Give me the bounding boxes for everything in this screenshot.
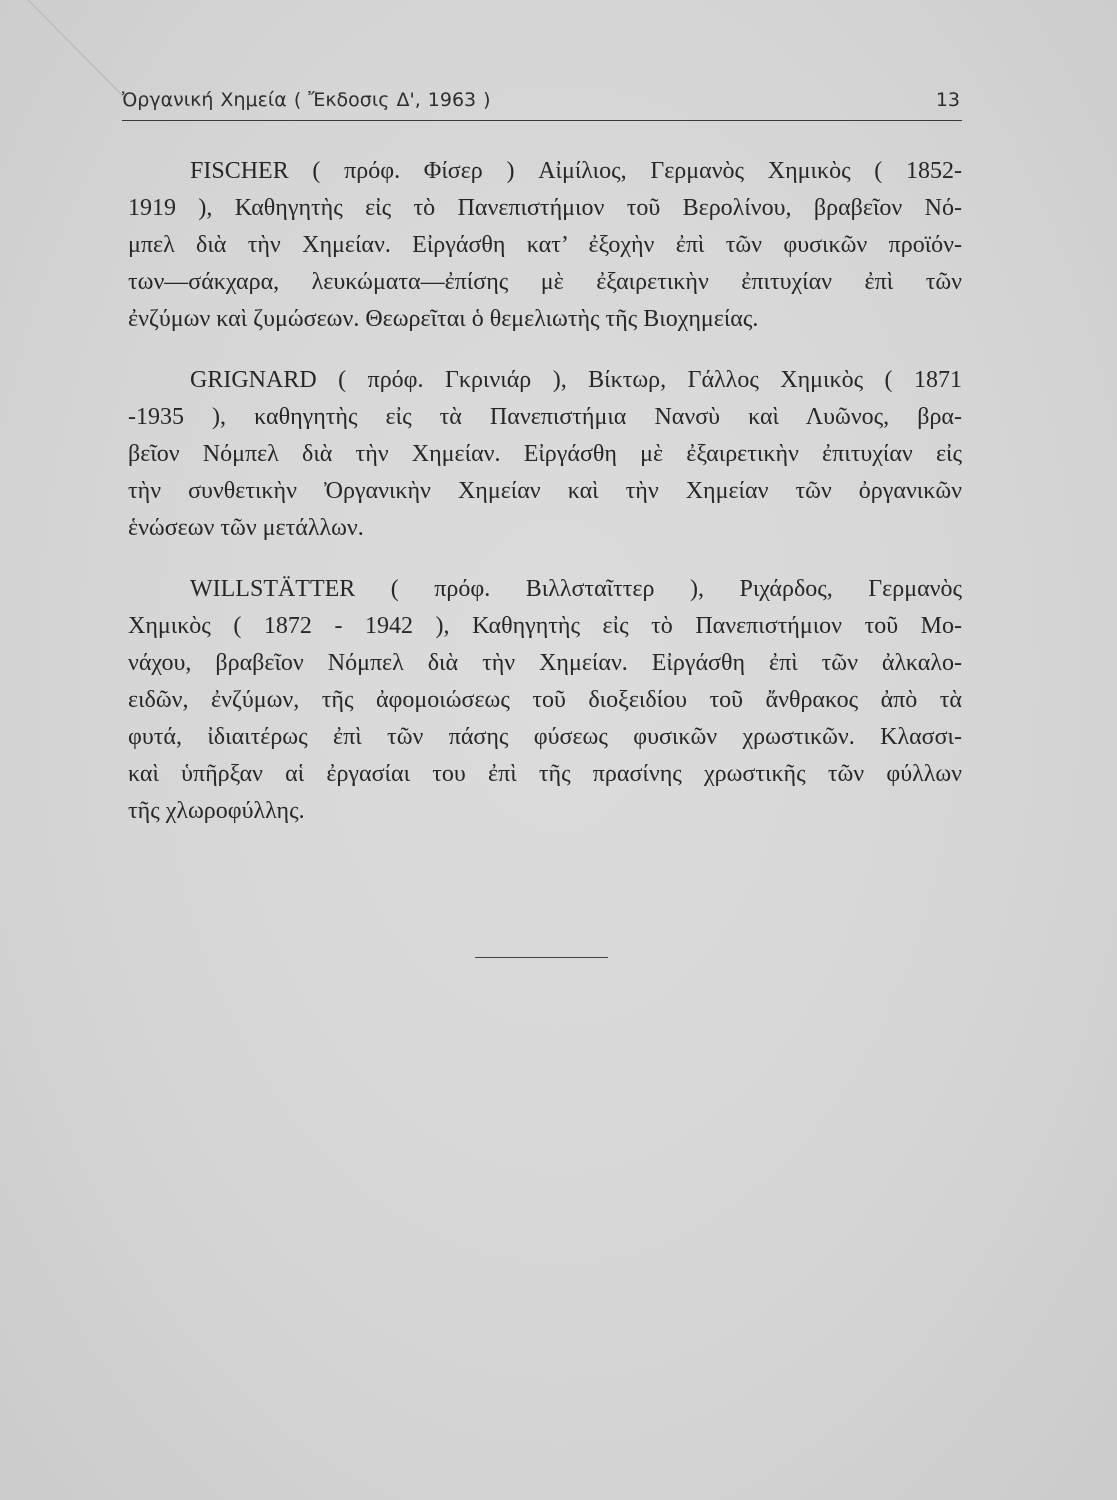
entry-line: μπελ διὰ τὴν Χημείαν. Εἰργάσθη κατ’ ἐξοχὴν ἐπὶ τῶν φυσικῶν προϊόν- xyxy=(128,232,962,258)
section-end-rule xyxy=(475,957,608,958)
entry-line: 1919 ), Καθηγητὴς εἰς τὸ Πανεπιστήμιον τοῦ Βερολίνου, βραβεῖον Νό- xyxy=(128,195,962,221)
entry-line: ἐνζύμων καὶ ζυμώσεων. Θεωρεῖται ὁ θεμελιωτὴς τῆς Βιοχημείας. xyxy=(128,306,759,332)
page-body xyxy=(128,153,962,854)
entry-line: ειδῶν, ἐνζύμων, τῆς ἀφομοιώσεως τοῦ διοξειδίου τοῦ ἄνθρακος ἀπὸ τὰ xyxy=(128,687,962,713)
entry-line: WILLSTÄTTER ( πρόφ. Βιλλσταῖττερ ), Ριχάρδος, Γερμανὸς xyxy=(190,576,962,602)
entry-line: FISCHER ( πρόφ. Φίσερ ) Αἰμίλιος, Γερμανὸς Χημικὸς ( 1852- xyxy=(190,158,962,184)
header-title: Ὀργανική Χημεία ( Ἔκδοσις Δ', 1963 ) xyxy=(122,89,491,111)
running-header xyxy=(122,86,962,121)
entry-line: GRIGNARD ( πρόφ. Γκρινιάρ ), Βίκτωρ, Γάλλος Χημικὸς ( 1871 xyxy=(190,367,962,393)
entry-willstatter xyxy=(128,571,962,830)
entry-line: των—σάκχαρα, λευκώματα—ἐπίσης μὲ ἐξαιρετικὴν ἐπιτυχίαν ἐπὶ τῶν xyxy=(128,269,962,295)
entry-grignard xyxy=(128,362,962,547)
entry-line: τῆς χλωροφύλλης. xyxy=(128,798,305,824)
entry-fischer xyxy=(128,153,962,338)
entry-line: ἑνώσεων τῶν μετάλλων. xyxy=(128,515,364,541)
entry-line: Χημικὸς ( 1872 - 1942 ), Καθηγητὴς εἰς τὸ Πανεπιστήμιον τοῦ Μο- xyxy=(128,613,962,639)
entry-line: -1935 ), καθηγητὴς εἰς τὰ Πανεπιστήμια Νανσὺ καὶ Λυῶνος, βρα- xyxy=(128,404,962,430)
entry-line: φυτά, ἰδιαιτέρως ἐπὶ τῶν πάσης φύσεως φυσικῶν χρωστικῶν. Κλασσι- xyxy=(128,724,962,750)
entry-line: τὴν συνθετικὴν Ὀργανικὴν Χημείαν καὶ τὴν Χημείαν τῶν ὀργανικῶν xyxy=(128,478,962,504)
page-number: 13 xyxy=(935,89,960,111)
scan-fold-line xyxy=(0,0,200,160)
entry-line: νάχου, βραβεῖον Νόμπελ διὰ τὴν Χημείαν. Εἰργάσθη ἐπὶ τῶν ἀλκαλο- xyxy=(128,650,962,676)
entry-line: καὶ ὑπῆρξαν αἱ ἐργασίαι του ἐπὶ τῆς πρασίνης χρωστικῆς τῶν φύλλων xyxy=(128,761,962,787)
entry-line: βεῖον Νόμπελ διὰ τὴν Χημείαν. Εἰργάσθη μὲ ἐξαιρετικὴν ἐπιτυχίαν εἰς xyxy=(128,441,962,467)
